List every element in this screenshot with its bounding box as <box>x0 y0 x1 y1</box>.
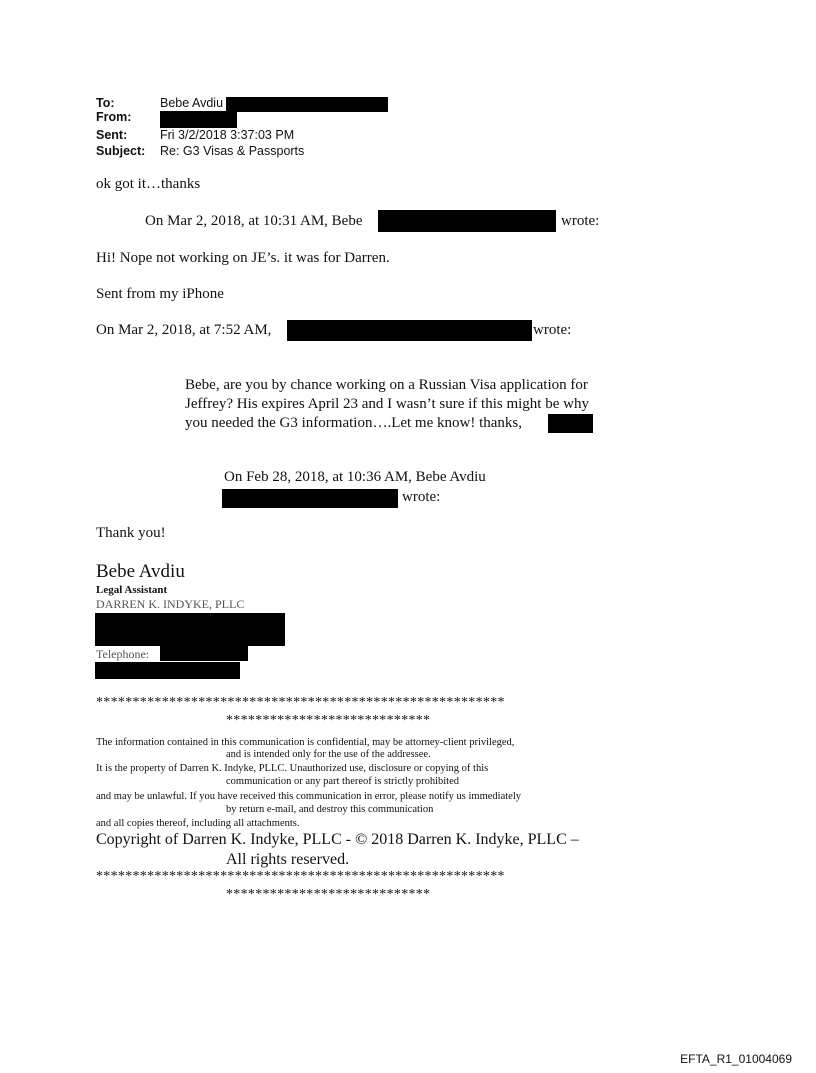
subject-label: Subject: <box>96 144 146 158</box>
disclaimer-line7: and all copies thereof, including all attachments. <box>96 818 300 829</box>
redaction-quote2 <box>287 320 532 341</box>
redaction-quote1 <box>378 210 556 232</box>
thank-you: Thank you! <box>96 525 166 541</box>
divider-stars-1: ******************************************************** <box>96 695 505 710</box>
signature-firm: DARREN K. INDYKE, PLLC <box>96 597 245 611</box>
quote1-prefix: On Mar 2, 2018, at 10:31 AM, Bebe <box>145 213 363 229</box>
telephone-label: Telephone: <box>96 647 150 661</box>
redaction-signoff <box>548 414 593 433</box>
sent-value: Fri 3/2/2018 3:37:03 PM <box>160 128 295 142</box>
sent-label: Sent: <box>96 128 128 142</box>
to-value: Bebe Avdiu <box>160 96 224 110</box>
copyright-line1: Copyright of Darren K. Indyke, PLLC - © 2018 Darren K. Indyke, PLLC – <box>96 831 579 848</box>
signature-name: Bebe Avdiu <box>96 561 185 582</box>
redaction-contact <box>95 662 240 679</box>
disclaimer-line3: It is the property of Darren K. Indyke, PLLC. Unauthorized use, disclosure or copying of this <box>96 763 489 774</box>
disclaimer-line1: The information contained in this communication is confidential, may be attorney-client privileged, <box>96 737 515 748</box>
redaction-quote3 <box>222 489 398 508</box>
subject-value: Re: G3 Visas & Passports <box>160 144 305 158</box>
message-hi: Hi! Nope not working on JE’s. it was for Darren. <box>96 250 390 266</box>
copyright-line2: All rights reserved. <box>226 851 350 868</box>
redaction-from <box>160 111 237 128</box>
from-label: From: <box>96 110 132 124</box>
disclaimer-line2: and is intended only for the use of the addressee. <box>226 749 431 760</box>
sent-from-iphone: Sent from my iPhone <box>96 286 224 302</box>
quote2-prefix: On Mar 2, 2018, at 7:52 AM, <box>96 322 272 338</box>
signature-title: Legal Assistant <box>96 584 168 596</box>
quote1-suffix: wrote: <box>561 213 600 229</box>
to-label: To: <box>96 96 115 110</box>
quote3-line1: On Feb 28, 2018, at 10:36 AM, Bebe Avdiu <box>224 469 486 485</box>
disclaimer-line5: and may be unlawful. If you have received this communication in error, please notify us immediately <box>96 791 521 802</box>
divider-stars-2: **************************** <box>226 713 431 728</box>
divider-stars-4: **************************** <box>226 887 431 902</box>
document-id: EFTA_R1_01004069 <box>680 1052 792 1066</box>
quote3-suffix: wrote: <box>402 489 441 505</box>
message-visa-line3: you needed the G3 information….Let me know! thanks, <box>185 415 523 431</box>
message-visa-line1: Bebe, are you by chance working on a Russian Visa application for <box>185 377 588 393</box>
redaction-telephone <box>160 646 248 661</box>
quote2-suffix: wrote: <box>533 322 572 338</box>
disclaimer-line6: by return e-mail, and destroy this communication <box>226 804 434 815</box>
reply-top: ok got it…thanks <box>96 176 201 192</box>
redaction-address <box>95 613 285 646</box>
redaction-to <box>226 97 388 112</box>
message-visa-line2: Jeffrey? His expires April 23 and I wasn’t sure if this might be why <box>185 396 589 412</box>
disclaimer-line4: communication or any part thereof is strictly prohibited <box>226 776 459 787</box>
divider-stars-3: ******************************************************** <box>96 869 505 884</box>
